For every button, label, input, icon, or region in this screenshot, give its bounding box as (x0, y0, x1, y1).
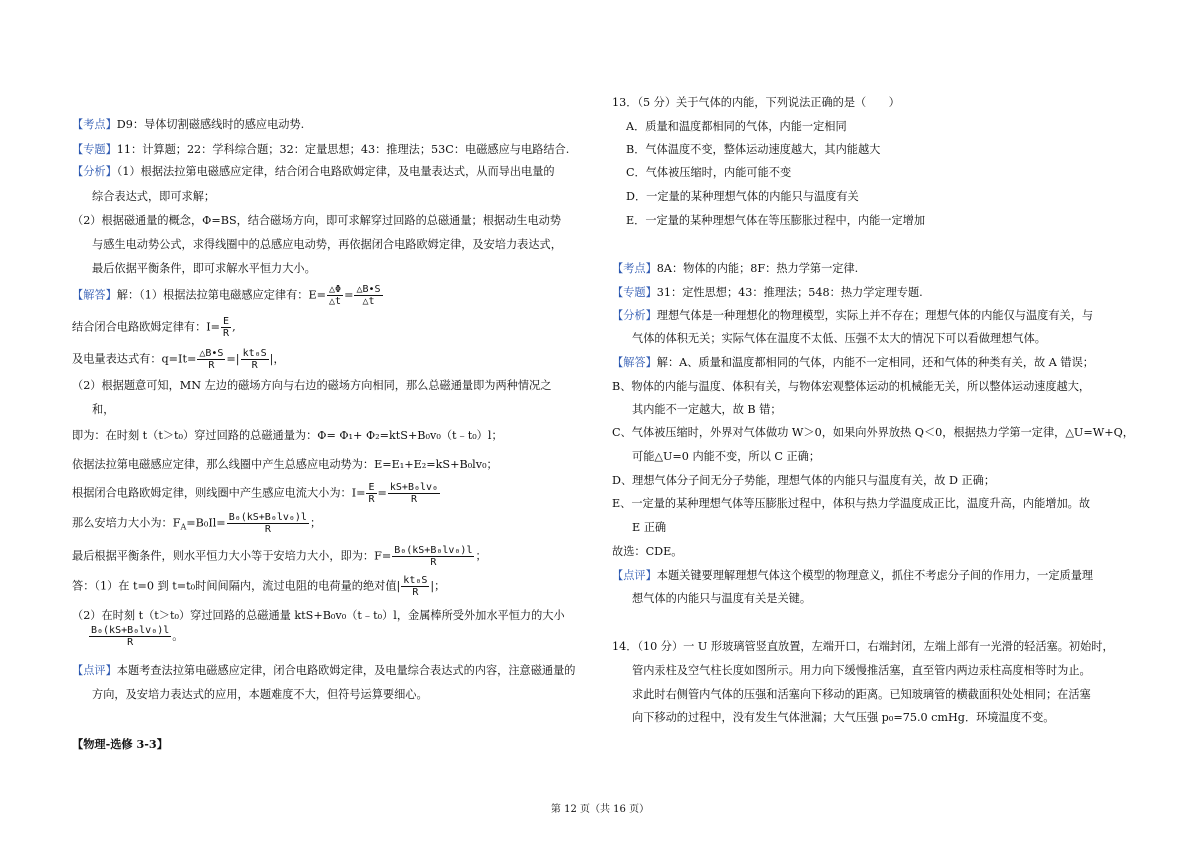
dianping-line-2: 方向，及安培力表达式的应用，本题难度不大，但符号运算要细心。 (92, 688, 428, 701)
r-jieda-line-4: C、气体被压缩时，外界对气体做功 W＞0，如果向外界放热 Q＜0，根据热力学第一定律，△U=W+Q， (612, 426, 1134, 439)
r-jieda-line-2: B、物体的内能与温度、体积有关，与物体宏观整体运动的机械能无关，所以整体运动速度越大， (612, 380, 1091, 393)
fraction-dbs-dt: $\frac{\triangle B•S}{\triangle t}$ (356, 284, 381, 307)
jieda-line-10: 最后根据平衡条件，则水平恒力大小等于安培力大小，即为：F= $\frac{\text{B₀(kS+B₀lv₀)l}}{R}$ ； (72, 545, 487, 568)
fraction-force: $\frac{\text{B₀(kS+B₀lv₀)l}}{R}$ (394, 545, 473, 568)
jieda-line-5: 和， (92, 403, 115, 416)
jieda-line-3: 及电量表达式有：q=It= $\frac{\triangle B•S}{R}$ =| $\frac{\text{kt₀S}}{R}$ |， (72, 348, 285, 371)
jieda-line-2: 结合闭合电路欧姆定律有：I= $\frac{E}{R}$ , (72, 316, 236, 339)
q13-option-e: E．一定量的某种理想气体在等压膨胀过程中，内能一定增加 (626, 214, 926, 227)
q13-option-c: C．气体被压缩时，内能可能不变 (626, 166, 792, 179)
r-jieda-line-9: 故选：CDE。 (612, 545, 683, 558)
fraction-ampere-force: $\frac{\text{B₀(kS+B₀lv₀)l}}{R}$ (228, 512, 307, 535)
jieda-line-4: （2）根据题意可知，MN 左边的磁场方向与右边的磁场方向相同，那么总磁通量即为两种情况之 (72, 379, 552, 392)
jieda-line-6: 即为：在时刻 t（t＞t₀）穿过回路的总磁通量为：Φ= Φ₁+ Φ₂=ktS+B₀v₀（t﹣t₀）l； (72, 429, 503, 442)
fraction-kt0s-r: $\frac{\text{kt₀S}}{R}$ (242, 348, 267, 371)
dianping-line-1: 【点评】本题考查法拉第电磁感应定律，闭合电路欧姆定律，及电量综合表达式的内容，注意磁通量的 (72, 664, 576, 677)
jieda-line-9: 那么安培力大小为：$F_A=B_0Il=$ $\frac{\text{B₀(kS+B₀lv₀)l}}{R}$ ； (72, 512, 322, 535)
r-zhuanti-line: 【专题】31：定性思想；43：推理法；548：热力学定理专题. (612, 286, 923, 299)
r-jieda-line-1: 【解答】解：A、质量和温度都相同的气体，内能不一定相同，还和气体的种类有关，故 A 错误； (612, 356, 1094, 369)
r-jieda-line-3: 其内能不一定越大，故 B 错； (632, 403, 782, 416)
r-jieda-line-6: D、理想气体分子间无分子势能，理想气体的内能只与温度有关，故 D 正确； (612, 474, 996, 487)
r-jieda-line-8: E 正确 (632, 521, 667, 534)
zhuanti-text: 11：计算题；22：学科综合题；32：定量思想；43：推理法；53C：电磁感应与电路结合. (116, 143, 570, 156)
fenxi-line-3: （2）根据磁通量的概念，Φ=BS，结合磁场方向，即可求解穿过回路的总磁通量；根据动生电动势 (72, 214, 562, 227)
fraction-dphi-dt: $\frac{\triangle\Phi}{\triangle t}$ (329, 284, 342, 307)
jieda-line-12: （2）在时刻 t（t＞t₀）穿过回路的总磁通量 ktS+B₀v₀（t﹣t₀）l，金属棒所受外加水平恒力的大小 (72, 609, 565, 622)
jieda-line-1: 【解答】解：（1）根据法拉第电磁感应定律有：E= $\frac{\triangle\Phi}{\triangle t}$ = $\frac{\triangle B•S}{\triangle t}$ (72, 284, 381, 307)
fenxi-line-1: 【分析】（1）根据法拉第电磁感应定律，结合闭合电路欧姆定律，及电量表达式，从而导出电量的 (72, 165, 555, 178)
jieda-line-7: 依据法拉第电磁感应定律，那么线圈中产生总感应电动势为：E=E₁+E₂=kS+B₀lv₀； (72, 458, 498, 471)
jieda-line-8: 根据闭合电路欧姆定律，则线圈中产生感应电流大小为：I= $\frac{E}{R}$ = $\frac{\text{kS+B₀lv₀}}{R}$ (72, 482, 439, 505)
r-jieda-line-7: E、一定量的某种理想气体等压膨胀过程中，体积与热力学温度成正比，温度升高，内能增加。故 (612, 497, 1091, 510)
fenxi-line-2: 综合表达式，即可求解； (92, 190, 216, 203)
q13-option-a: A．质量和温度都相同的气体，内能一定相同 (626, 120, 847, 133)
r-fenxi-line-2: 气体的体积无关；实际气体在温度不太低、压强不太大的情况下可以看做理想气体。 (632, 332, 1046, 345)
kaodian-line (72, 118, 304, 132)
kaodian-text: D9：导体切割磁感线时的感应电动势. (116, 118, 305, 131)
q14-line-2: 管内汞柱及空气柱长度如图所示。用力向下缓慢推活塞，直至管内两边汞柱高度相等时为止。 (632, 664, 1091, 677)
fraction-force-answer: $\frac{\text{B₀(kS+B₀lv₀)l}}{R}$ (91, 625, 170, 648)
q14-line-4: 向下移动的过程中，没有发生气体泄漏；大气压强 p₀=75.0 cmHg．环境温度不变。 (632, 711, 1055, 724)
fenxi-line-4: 与感生电动势公式，求得线圈中的总感应电动势，再依据闭合电路欧姆定律，及安培力表达式， (92, 238, 562, 251)
q13-option-b: B．气体温度不变，整体运动速度越大，其内能越大 (626, 143, 881, 156)
jieda-line-11: 答：（1）在 t=0 到 t=t₀时间间隔内，流过电阻的电荷量的绝对值| $\frac{\text{kt₀S}}{R}$ |； (72, 575, 446, 598)
q14-line-1: 14．（10 分）一 U 形玻璃管竖直放置，左端开口，右端封闭，左端上部有一光滑的轻活塞。初始时， (612, 640, 1114, 653)
fraction-charge: $\frac{\text{kt₀S}}{R}$ (403, 575, 428, 598)
dianping-tag: 【点评】 (72, 664, 117, 677)
jieda-line-13: $\frac{\text{B₀(kS+B₀lv₀)l}}{R}$ 。 (91, 625, 184, 648)
fenxi-tag: 【分析】 (72, 165, 117, 178)
page-footer: 第 12 页（共 16 页） (550, 804, 650, 815)
zhuanti-tag: 【专题】 (72, 143, 117, 156)
r-dianping-line-1: 【点评】本题关键要理解理想气体这个模型的物理意义，抓住不考虑分子间的作用力，一定质量理 (612, 569, 1094, 582)
q13-option-d: D．一定量的某种理想气体的内能只与温度有关 (626, 190, 859, 203)
kaodian-tag: 【考点】 (72, 118, 117, 131)
r-jieda-line-5: 可能△U=0 内能不变，所以 C 正确； (632, 450, 821, 463)
fraction-current: $\frac{\text{kS+B₀lv₀}}{R}$ (389, 482, 439, 505)
q13-title: 13．（5 分）关于气体的内能，下列说法正确的是（ ） (612, 96, 900, 109)
fenxi-line-5: 最后依据平衡条件，即可求解水平恒力大小。 (92, 262, 316, 275)
r-dianping-line-2: 想气体的内能只与温度有关是关键。 (632, 592, 812, 605)
r-fenxi-line-1: 【分析】理想气体是一种理想化的物理模型，实际上并不存在；理想气体的内能仅与温度有关，与 (612, 309, 1094, 322)
section-heading: 【物理-选修 3-3】 (72, 737, 168, 751)
jieda-tag: 【解答】 (72, 288, 117, 302)
fraction-e-r: $\frac{E}{R}$ (223, 316, 230, 339)
r-kaodian-line: 【考点】8A：物体的内能；8F：热力学第一定律. (612, 262, 859, 275)
q14-line-3: 求此时右侧管内气体的压强和活塞向下移动的距离。已知玻璃管的横截面积处处相同；在活塞 (632, 688, 1091, 701)
fraction-e-r-2: $\frac{E}{R}$ (368, 482, 375, 505)
zhuanti-line (72, 143, 569, 157)
fraction-dbs-r: $\frac{\triangle B•S}{R}$ (199, 348, 224, 371)
